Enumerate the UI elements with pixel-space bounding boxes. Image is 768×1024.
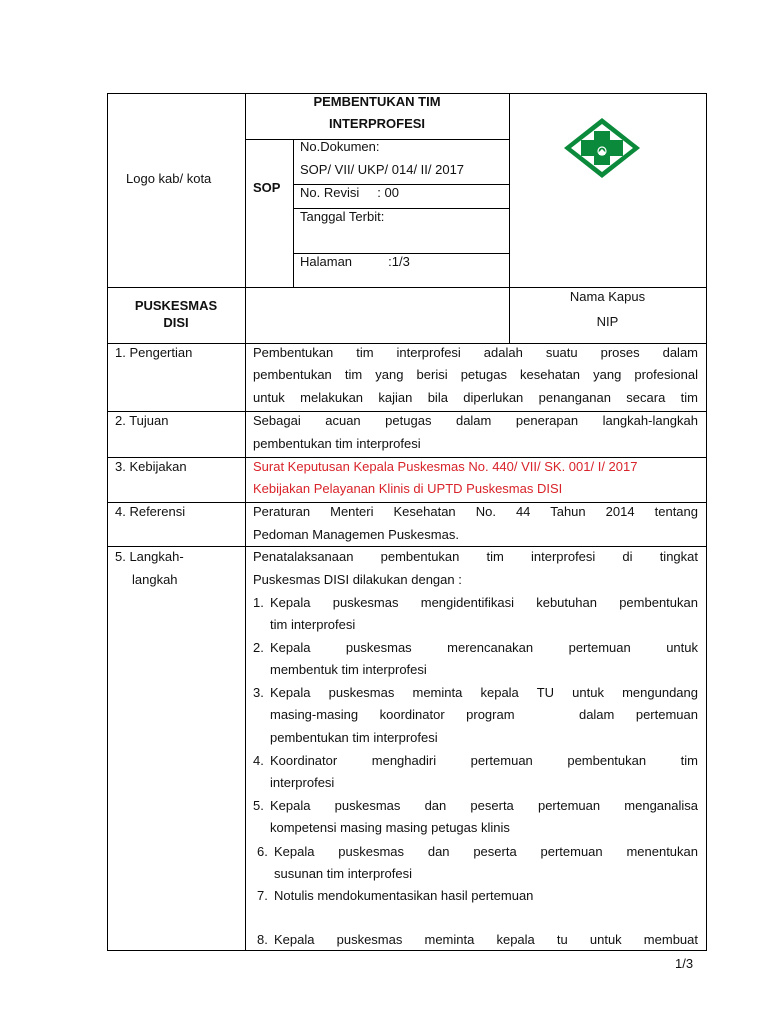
step-number: 5. bbox=[253, 798, 264, 813]
head-of-puskesmas-nip: NIP bbox=[596, 314, 619, 329]
pengertian-line-3: untuk melakukan kajian bila diperlukan penanganan secara tim bbox=[253, 390, 698, 405]
list-item-step-7 bbox=[257, 887, 698, 907]
list-item-step-6 bbox=[257, 843, 698, 883]
section-label-langkah-line2: langkah bbox=[132, 572, 178, 587]
referensi-line-1: Peraturan Menteri Kesehatan No. 44 Tahun 2014 tentang bbox=[253, 504, 698, 519]
step-text-line2: tim interprofesi bbox=[270, 617, 356, 632]
step-number: 3. bbox=[253, 685, 264, 700]
step-text-line1: Kepala puskesmas merencanakan pertemuan untuk bbox=[270, 640, 698, 655]
list-item-step-1 bbox=[253, 594, 698, 634]
table-border-right bbox=[706, 93, 707, 951]
section-label-tujuan: 2. Tujuan bbox=[115, 413, 169, 428]
organization-name-line2: DISI bbox=[163, 315, 189, 330]
revision-number: No. Revisi : 00 bbox=[300, 185, 399, 200]
step-number: 7. bbox=[257, 888, 268, 903]
table-border-left bbox=[107, 93, 108, 951]
langkah-intro-line-2: Puskesmas DISI dilakukan dengan : bbox=[253, 572, 462, 587]
step-text-line1: Kepala puskesmas dan peserta pertemuan menganalisa bbox=[270, 798, 698, 813]
step-text-line1: Kepala puskesmas dan peserta pertemuan menentukan bbox=[274, 844, 698, 859]
step-text-line1: Kepala puskesmas meminta kepala tu untuk membuat bbox=[274, 932, 698, 947]
document-number: SOP/ VII/ UKP/ 014/ II/ 2017 bbox=[300, 162, 465, 177]
list-item-step-3 bbox=[253, 684, 698, 748]
document-number-label: No.Dokumen: bbox=[300, 139, 380, 154]
header-divider-1 bbox=[245, 93, 246, 951]
step-number: 1. bbox=[253, 595, 264, 610]
page-number: 1/3 bbox=[675, 956, 694, 971]
step-text-line1: Kepala puskesmas meminta kepala TU untuk mengundang bbox=[270, 685, 698, 700]
pengertian-line-1: Pembentukan tim interprofesi adalah suatu proses dalam bbox=[253, 345, 698, 360]
tujuan-line-1: Sebagai acuan petugas dalam penerapan langkah-langkah bbox=[253, 413, 698, 428]
step-number: 6. bbox=[257, 844, 268, 859]
step-text-line1: Notulis mendokumentasikan hasil pertemuan bbox=[274, 888, 534, 903]
tujuan-line-2: pembentukan tim interprofesi bbox=[253, 436, 421, 451]
step-text-line3: pembentukan tim interprofesi bbox=[270, 730, 438, 745]
section-label-kebijakan: 3. Kebijakan bbox=[115, 459, 187, 474]
organization-name-line1: PUSKESMAS bbox=[134, 298, 218, 313]
referensi-line-2: Pedoman Managemen Puskesmas. bbox=[253, 527, 459, 542]
langkah-intro-line-1: Penatalaksanaan pembentukan tim interprofesi di tingkat bbox=[253, 549, 698, 564]
step-number: 8. bbox=[257, 932, 268, 947]
step-text-line2: membentuk tim interprofesi bbox=[270, 662, 427, 677]
head-of-puskesmas-name: Nama Kapus bbox=[569, 289, 646, 304]
step-text-line2: susunan tim interprofesi bbox=[274, 866, 413, 881]
document-title-line2: INTERPROFESI bbox=[328, 116, 426, 131]
logo-placeholder: Logo kab/ kota bbox=[126, 171, 212, 186]
sop-label: SOP bbox=[253, 180, 281, 195]
puskesmas-green-cross-icon bbox=[562, 117, 642, 179]
step-text-line2: interprofesi bbox=[270, 775, 335, 790]
kebijakan-line-1: Surat Keputusan Kepala Puskesmas No. 440/ VII/ SK. 001/ I/ 2017 bbox=[253, 459, 638, 474]
step-text-line1: Kepala puskesmas mengidentifikasi kebutuhan pembentukan bbox=[270, 595, 698, 610]
document-title-line1: PEMBENTUKAN TIM bbox=[313, 94, 441, 109]
step-text-line2: kompetensi masing masing petugas klinis bbox=[270, 820, 510, 835]
kebijakan-line-2: Kebijakan Pelayanan Klinis di UPTD Puskesmas DISI bbox=[253, 481, 563, 496]
row-line-langkah bbox=[107, 546, 707, 547]
step-text-line2: masing-masing koordinator program dalam pertemuan bbox=[270, 707, 698, 722]
section-label-pengertian: 1. Pengertian bbox=[115, 345, 193, 360]
step-number: 2. bbox=[253, 640, 264, 655]
header-divider-sop bbox=[293, 139, 294, 287]
page-of-pages: Halaman :1/3 bbox=[300, 254, 410, 269]
section-label-referensi: 4. Referensi bbox=[115, 504, 186, 519]
list-item-step-8 bbox=[257, 931, 698, 951]
list-item-step-5 bbox=[253, 797, 698, 837]
step-text-line1: Koordinator menghadiri pertemuan pembentukan tim bbox=[270, 753, 698, 768]
list-item-step-4 bbox=[253, 752, 698, 792]
list-item-step-2 bbox=[253, 639, 698, 679]
pengertian-line-2: pembentukan tim yang berisi petugas kesehatan yang profesional bbox=[253, 367, 698, 382]
issue-date-label: Tanggal Terbit: bbox=[300, 209, 385, 224]
section-label-langkah-line1: 5. Langkah- bbox=[115, 549, 184, 564]
step-number: 4. bbox=[253, 753, 264, 768]
